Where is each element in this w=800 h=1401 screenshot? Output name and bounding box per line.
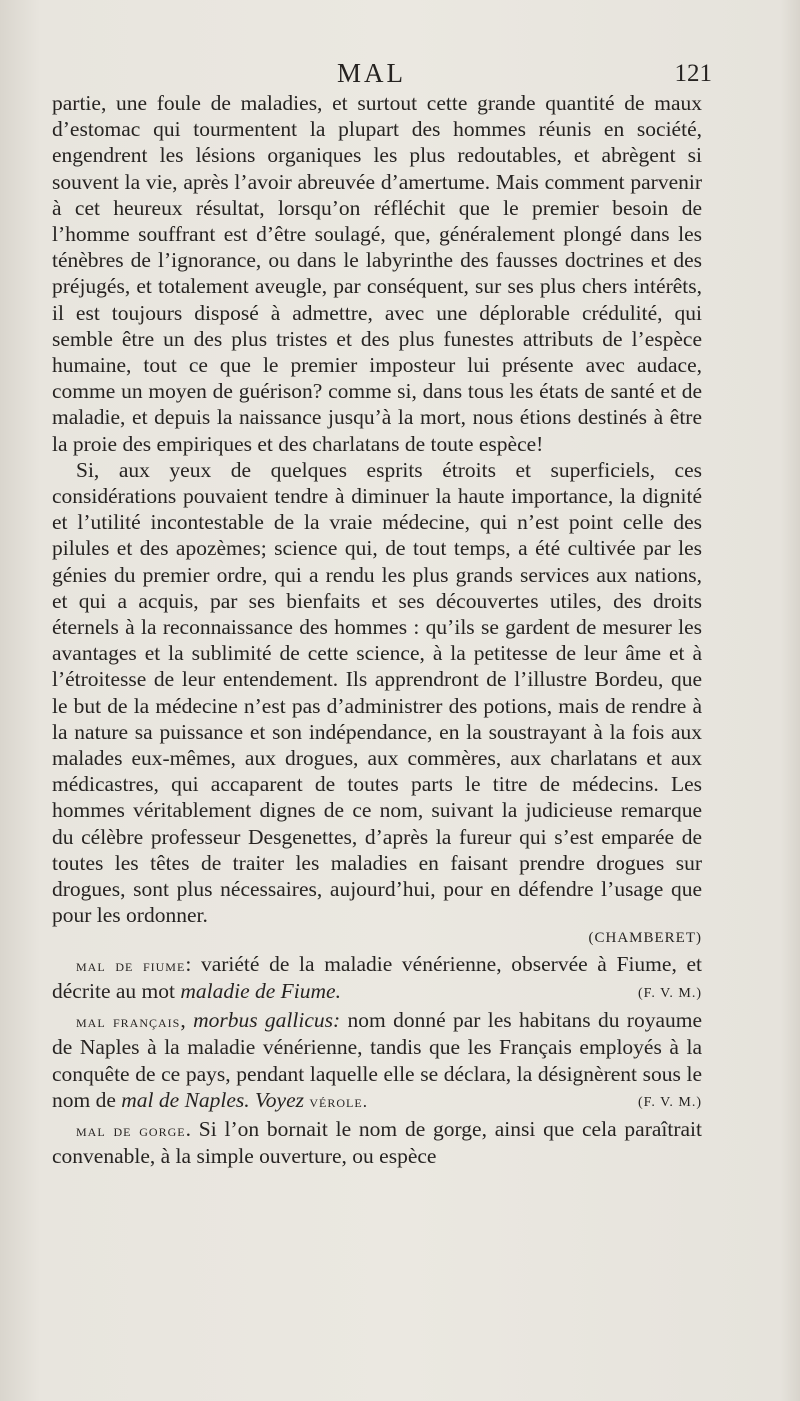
entry-mal-francais (52, 1007, 702, 1115)
page-number: 121 (674, 60, 712, 87)
entry-mal-de-fiume (52, 951, 702, 1004)
entry-text: : variété de la maladie vénérienne, observée à Fiume, et décrite au mot (52, 951, 702, 1003)
cross-reference: mal de Naples. Voyez (121, 1087, 304, 1112)
entry-signature: (F. V. M.) (638, 985, 702, 1001)
entry-mal-de-gorge (52, 1116, 702, 1169)
entry-head: mal de fiume (76, 954, 186, 975)
entry-text: . Si l’on bornait le nom de gorge, ainsi que cela paraîtrait convenable, à la simple ouverture, ou espèce (52, 1116, 702, 1169)
entry-separator: , (180, 1008, 194, 1033)
paragraph-continuation: partie, une foule de maladies, et surtout cette grande quantité de maux d’estomac qui tourmentent la plupart des hommes réunis en société, engendrent les lésions organiques les plus redoutables, et abrègent si souvent la vie, après l’avoir abreuvée d’amertume. Mais comment parvenir à cet heureux résultat, lorsqu’on réfléchit que le premier besoin de l’homme souffrant est d’être soulagé, que, généralement plongé dans les ténèbres de l’ignorance, ou dans le labyrinthe des fausses doctrines et des préjugés, et totalement aveugle, par conséquent, sur ses plus chers intérêts, il est toujours disposé à admettre, avec une déplorable crédulité, qui semble être un des plus tristes et des plus funestes attributs de l’espèce humaine, tout ce que le premier imposteur lui présente avec audace, comme un moyen de guérison? comme si, dans tous les états de santé et de maladie, et depuis la naissance jusqu’à la mort, nous étions destinés à être la proie des empiriques et des charlatans de toute espèce! (52, 91, 702, 456)
see-also-term: vérole. (309, 1091, 368, 1111)
entry-signature: (F. V. M.) (638, 1094, 702, 1110)
page-body (52, 90, 702, 1169)
page-header (52, 58, 712, 90)
author-signature: (CHAMBERET) (588, 929, 702, 946)
cross-reference: maladie de Fiume. (180, 978, 341, 1003)
paragraph-medicine: Si, aux yeux de quelques esprits étroits et superficiels, ces considérations pouvaient tendre à diminuer la haute importance, la dignité et l’utilité incontestable de la vraie médecine, qui n’est point celle des pilules et des apozèmes; science qui, de tout temps, a été cultivée par les génies du premier ordre, qui a rendu les plus grands services aux nations, et qui a acquis, par ses bienfaits et ses découvertes utiles, des droits éternels à la reconnaissance des hommes : qu’ils se gardent de mesurer les avantages et la sublimité de cette science, à la petitesse de leur âme et à l’étroitesse de leur entendement. Ils apprendront de l’illustre Bordeu, que le but de la médecine n’est pas d’administrer des potions, mais de rendre à la nature sa puissance et son indépendance, en la soustrayant à la fois aux malades eux-mêmes, aux drogues, aux commères, aux charlatans et aux médicastres, qui accaparent de toutes parts le titre de médecins. Les hommes véritablement dignes de ce nom, suivant la judicieuse remarque du célèbre professeur Desgenettes, d’après la fureur qui s’est emparée de toutes les têtes de traiter les maladies en faisant prendre drogues sur drogues, sont plus nécessaires, aujourd’hui, pour en défendre l’usage que pour les ordonner. (52, 457, 702, 928)
entry-head: mal de gorge (76, 1119, 186, 1140)
entry-text: nom donné par les habitans du royaume de Naples à la maladie vénérienne, tandis que les Français employés à la conquête de ce pays, pendant laquelle elle se déclara, la désignèrent sous le nom de (52, 1008, 703, 1112)
running-head: MAL (337, 58, 406, 88)
latin-term: morbus gallicus: (193, 1008, 341, 1033)
entry-head: mal français (76, 1011, 181, 1032)
